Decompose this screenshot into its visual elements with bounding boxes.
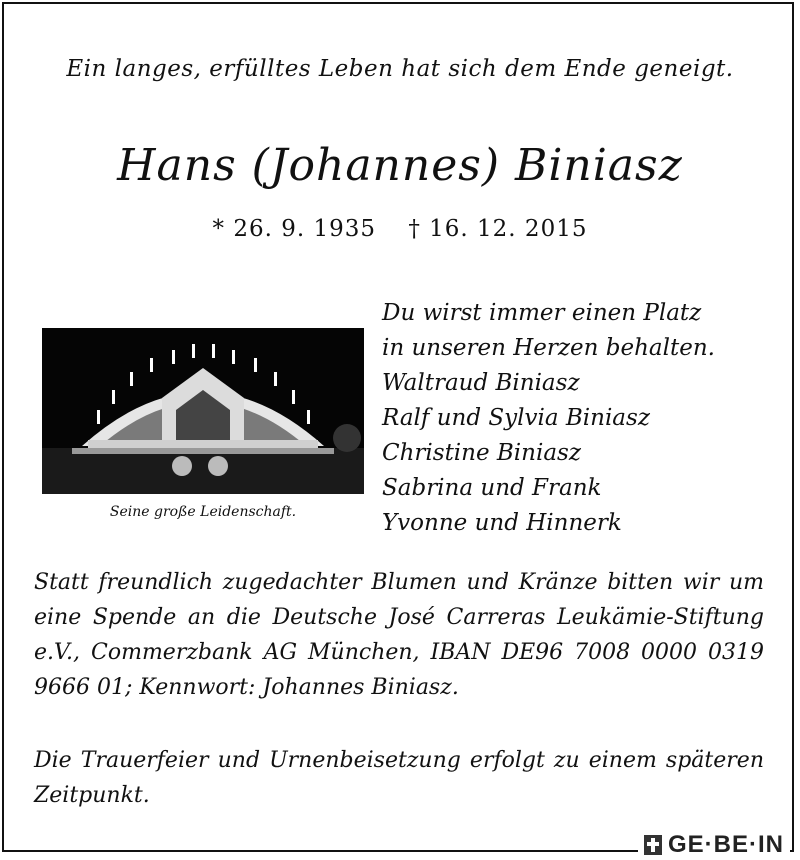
life-dates xyxy=(0,216,800,242)
funeral-paragraph: Die Trauerfeier und Urnenbeisetzung erfolgt zu einem späteren Zeitpunkt. xyxy=(34,748,764,808)
gebein-logo-icon xyxy=(644,835,662,855)
mourner-line: Waltraud Biniasz xyxy=(382,370,580,396)
publisher-logo xyxy=(638,830,790,860)
mourner-line: Ralf und Sylvia Biniasz xyxy=(382,405,650,431)
death-date: † 16. 12. 2015 xyxy=(408,216,588,242)
birth-date: * 26. 9. 1935 xyxy=(212,216,377,242)
mourners-list xyxy=(382,296,782,541)
candle-arch-photo xyxy=(42,328,364,494)
mourner-line: Christine Biniasz xyxy=(382,440,581,466)
logo-text: GE·BE·IN xyxy=(668,831,784,858)
deceased-name: Hans (Johannes) Biniasz xyxy=(117,140,683,191)
mourner-line: Sabrina und Frank xyxy=(382,475,602,501)
mourner-line: Yvonne und Hinnerk xyxy=(382,510,622,536)
mourner-line: Du wirst immer einen Platz xyxy=(382,300,702,326)
photo-caption: Seine große Leidenschaft. xyxy=(109,504,297,520)
notice-motto: Ein langes, erfülltes Leben hat sich dem Ende geneigt. xyxy=(66,56,734,82)
candle-arch-image xyxy=(42,328,364,494)
donation-paragraph: Statt freundlich zugedachter Blumen und Kränze bitten wir um eine Spende an die Deutsche José Carreras Leukämie-Stiftung e.V., Commerzbank AG München, IBAN DE96 7008 0000 0319 9666 01; Kennwort: Johannes Biniasz. xyxy=(34,570,764,700)
mourner-line: in unseren Herzen behalten. xyxy=(382,335,715,361)
